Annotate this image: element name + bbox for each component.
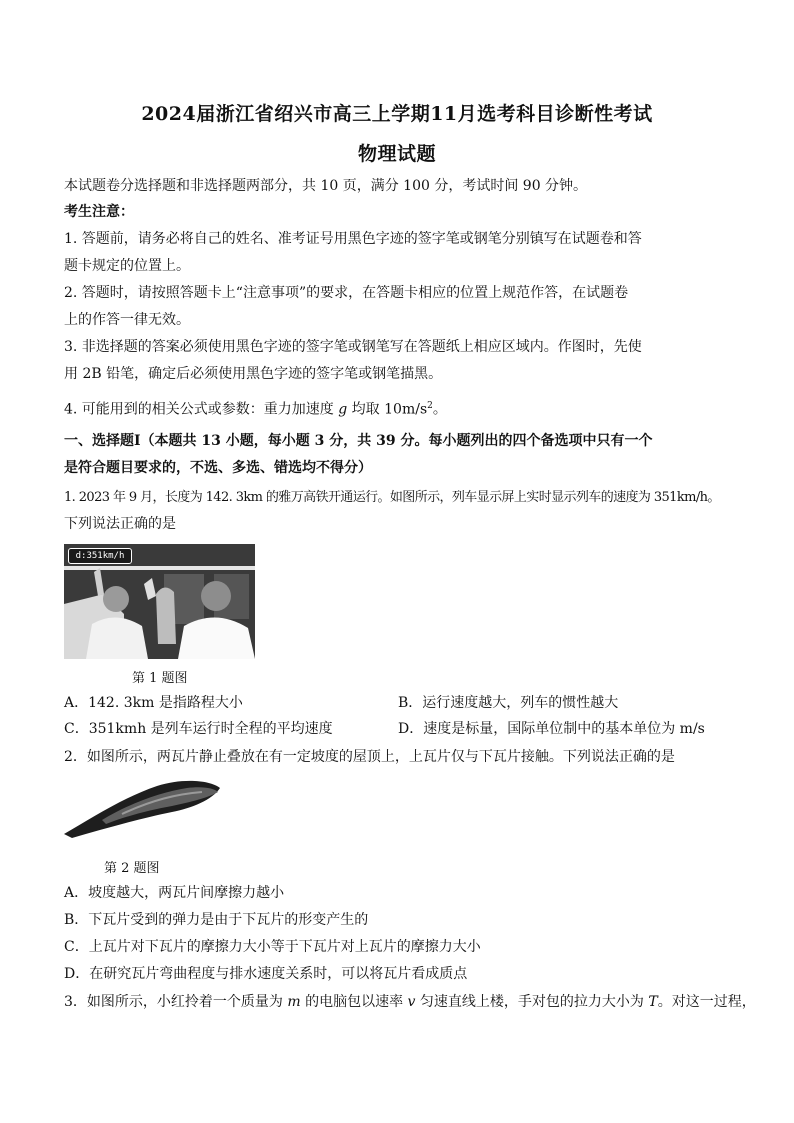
notice-item-2-line-1: 2. 答题时，请按照答题卡上“注意事项”的要求，在答题卡相应的位置上规范作答，在试题卷 [64,285,629,301]
notice-item-2-line-2: 上的作答一律无效。 [64,312,190,328]
q3-stem-mid-2: 匀速直线上楼，手对包的拉力大小为 [415,994,649,1010]
train-speed-display: d:351km/h [68,548,132,564]
intro-text: 本试题卷分选择题和非选择题两部分，共 10 页，满分 100 分，考试时间 90 分钟。 [64,178,588,194]
q1-stem-line-1: 1. 2023 年 9 月，长度为 142. 3km 的雅万高铁开通运行。如图所示，列车显示屏上实时显示列车的速度为 351km/h。 [64,490,720,505]
q2-option-b[interactable]: B．下瓦片受到的弹力是由于下瓦片的形变产生的 [64,912,369,928]
notice-item-1-line-1: 1. 答题前，请务必将自己的姓名、准考证号用黑色字迹的签字笔或钢笔分别镇写在试题卷和答 [64,231,642,247]
notice-item-3-line-1: 3. 非选择题的答案必须使用黑色字迹的签字笔或钢笔写在答题纸上相应区域内。作图时，先使 [64,339,642,355]
notice-item-4-value: 均取 10m/s [347,401,428,418]
q3-stem-prefix: 3．如图所示，小红拎着一个质量为 [64,994,288,1010]
notice-item-1-line-2: 题卡规定的位置上。 [64,258,190,274]
q2-roof-tiles-figure [62,778,224,840]
q2-option-c[interactable]: C．上瓦片对下瓦片的摩擦力大小等于下瓦片对上瓦片的摩擦力大小 [64,939,481,955]
tension-symbol: T [648,994,658,1010]
notice-item-4-end: 。 [432,401,447,418]
section-heading-line-1: 一、选择题Ⅰ（本题共 13 小题，每小题 3 分，共 39 分。每小题列出的四个备选项中只有一个 [64,433,653,449]
q2-figure-caption: 第 2 题图 [104,861,160,876]
notice-item-4 [64,396,447,420]
q1-option-b[interactable]: B．运行速度越大，列车的惯性越大 [398,695,619,711]
section-heading-line-2: 是符合题目要求的，不选、多选、错选均不得分） [64,460,372,476]
notice-heading: 考生注意： [64,204,134,220]
q3-stem [64,992,756,1012]
unit-exponent: 2 [427,401,433,411]
gravity-symbol: g [338,401,348,418]
exam-title: 2024届浙江省绍兴市高三上学期11月选考科目诊断性考试 [141,103,653,125]
q2-option-a[interactable]: A．坡度越大，两瓦片间摩擦力越小 [64,885,285,901]
q3-stem-end: 。对这一过程， [657,994,756,1010]
notice-item-3-line-2: 用 2B 铅笔，确定后必须使用黑色字迹的签字笔或钢笔描黑。 [64,366,443,382]
q1-train-photo [64,544,255,659]
q2-stem: 2．如图所示，两瓦片静止叠放在有一定坡度的屋顶上，上瓦片仅与下瓦片接触。下列说法正确的是 [64,749,675,765]
mass-symbol: m [287,994,301,1010]
q2-option-d[interactable]: D．在研究瓦片弯曲程度与排水速度关系时，可以将瓦片看成质点 [64,966,468,982]
q1-option-d[interactable]: D．速度是标量，国际单位制中的基本单位为 m/s [398,721,705,737]
q1-figure-caption: 第 1 题图 [132,671,188,686]
velocity-symbol: v [407,994,416,1010]
q1-option-c[interactable]: C．351kmh 是列车运行时全程的平均速度 [64,721,333,737]
exam-subtitle: 物理试题 [357,143,436,165]
q1-stem-line-2: 下列说法正确的是 [64,516,176,532]
q1-option-a[interactable]: A．142. 3km 是指路程大小 [64,695,243,711]
q3-stem-mid-1: 的电脑包以速率 [300,994,408,1010]
notice-item-4-prefix: 4. 可能用到的相关公式或参数：重力加速度 [64,401,339,418]
